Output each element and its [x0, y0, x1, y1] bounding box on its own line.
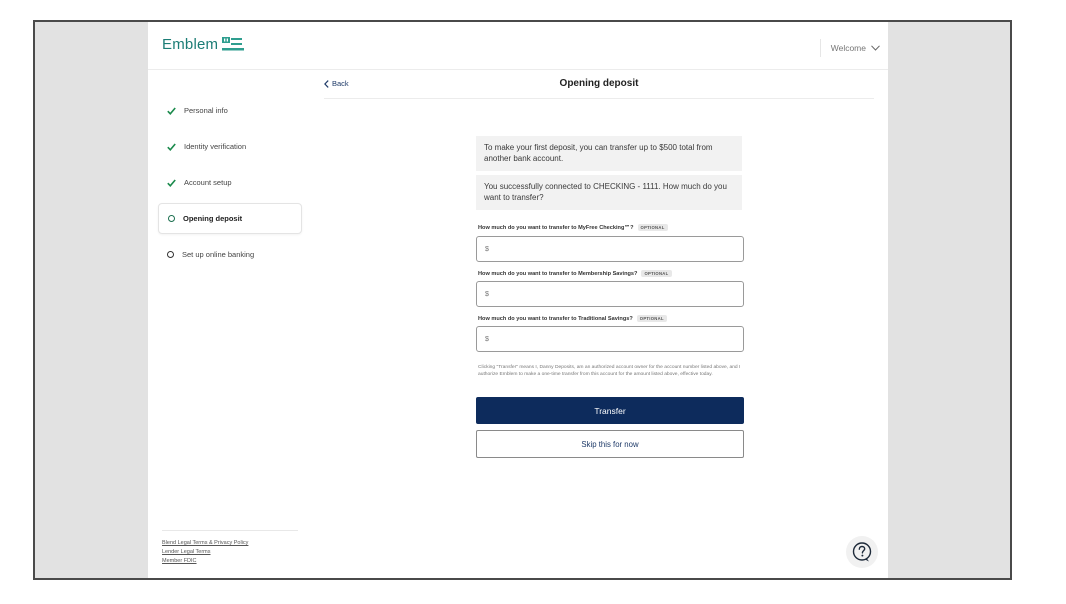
- sidebar-item-label: Opening deposit: [183, 214, 243, 223]
- check-icon: [167, 143, 176, 151]
- sidebar-item-label: Personal info: [184, 106, 228, 115]
- optional-badge: OPTIONAL: [641, 270, 671, 277]
- membership-savings-amount-field[interactable]: [476, 281, 744, 307]
- transfer-disclaimer: Clicking "Transfer" means I, Danny Deposits, am an authorized account owner for the account number listed above, and I authorize Emblem to make a one-time transfer from this account for the amount listed above, effective today.: [478, 365, 741, 378]
- welcome-menu[interactable]: [820, 39, 880, 57]
- sidebar-item-account-setup[interactable]: [158, 167, 302, 198]
- info-box-deposit-limit: To make your first deposit, you can transfer up to $500 total from another bank account.: [476, 136, 742, 171]
- step-circle-icon: [167, 251, 174, 258]
- help-button[interactable]: [846, 536, 878, 568]
- transfer-button[interactable]: Transfer: [476, 397, 744, 424]
- membership-savings-amount-input[interactable]: [485, 291, 725, 298]
- info-box-connected-account: You successfully connected to CHECKING - 1111. How much do you want to transfer?: [476, 175, 742, 210]
- step-circle-icon: [168, 215, 175, 222]
- main-content: [324, 70, 874, 578]
- member-fdic-link[interactable]: Member FDIC: [162, 558, 197, 564]
- logo-mark-icon: [222, 37, 244, 53]
- lender-legal-link[interactable]: Lender Legal Terms: [162, 549, 211, 555]
- field-label-text: How much do you want to transfer to Membership Savings?: [478, 270, 638, 277]
- field-label-text: How much do you want to transfer to Traditional Savings?: [478, 315, 633, 322]
- sidebar-footer: [162, 530, 298, 566]
- sidebar-item-identity-verification[interactable]: [158, 131, 302, 162]
- help-icon: [851, 541, 873, 563]
- sidebar-item-label: Account setup: [184, 178, 232, 187]
- sidebar-item-online-banking[interactable]: [158, 239, 302, 270]
- sidebar-item-label: Identity verification: [184, 142, 247, 151]
- field-label-checking: [478, 224, 668, 231]
- back-label: Back: [332, 79, 349, 88]
- app-window: [148, 22, 888, 578]
- page-title: Opening deposit: [559, 78, 639, 89]
- field-label-traditional-savings: [478, 315, 667, 322]
- check-icon: [167, 179, 176, 187]
- checking-amount-input[interactable]: [485, 246, 725, 253]
- divider: [324, 98, 874, 99]
- traditional-savings-amount-field[interactable]: [476, 326, 744, 352]
- optional-badge: OPTIONAL: [637, 315, 667, 322]
- checking-amount-field[interactable]: [476, 236, 744, 262]
- sidebar-item-opening-deposit[interactable]: [158, 203, 302, 234]
- traditional-savings-amount-input[interactable]: [485, 336, 725, 343]
- header: [148, 22, 888, 70]
- field-label-text: How much do you want to transfer to MyFree Checking℠?: [478, 224, 634, 231]
- sidebar-item-personal-info[interactable]: [158, 95, 302, 126]
- sidebar: [148, 70, 304, 578]
- sidebar-item-label: Set up online banking: [182, 250, 255, 259]
- chevron-down-icon: [871, 45, 880, 51]
- screenshot-frame: [33, 20, 1012, 580]
- logo[interactable]: [162, 36, 244, 53]
- optional-badge: OPTIONAL: [638, 224, 668, 231]
- blend-legal-link[interactable]: Blend Legal Terms & Privacy Policy: [162, 540, 249, 546]
- field-label-membership-savings: [478, 270, 672, 277]
- logo-text: Emblem: [162, 36, 219, 53]
- welcome-label: Welcome: [830, 43, 866, 53]
- check-icon: [167, 107, 176, 115]
- skip-button[interactable]: Skip this for now: [476, 430, 744, 458]
